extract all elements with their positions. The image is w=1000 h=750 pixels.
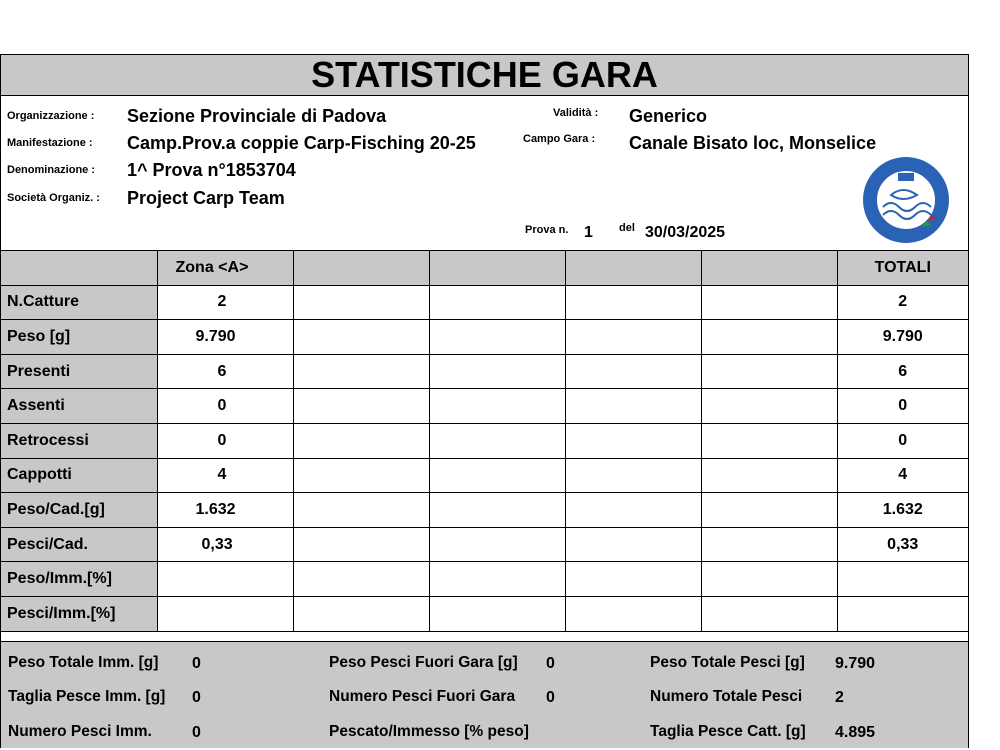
organizzazione-label: Organizzazione : bbox=[7, 110, 95, 122]
numero-fuori-gara-value: 0 bbox=[546, 689, 555, 706]
del-label: del bbox=[619, 222, 635, 234]
table-row bbox=[1, 493, 968, 528]
table-row bbox=[1, 527, 968, 562]
taglia-pesce-imm-value: 0 bbox=[192, 689, 201, 706]
table-row bbox=[1, 389, 968, 424]
table-header-row bbox=[1, 251, 968, 286]
header-cell bbox=[293, 251, 429, 286]
row-label: Cappotti bbox=[1, 458, 157, 493]
row-label: N.Catture bbox=[1, 285, 157, 320]
campo-value: Canale Bisato loc, Monselice bbox=[629, 133, 877, 153]
header-cell bbox=[701, 251, 837, 286]
totali-value: 4 bbox=[837, 458, 968, 493]
totali-value: 2 bbox=[837, 285, 968, 320]
zona-value: 0,33 bbox=[157, 527, 293, 562]
info-section bbox=[1, 96, 968, 252]
table-row bbox=[1, 354, 968, 389]
denominazione-label: Denominazione : bbox=[7, 164, 96, 176]
header-totali: TOTALI bbox=[837, 251, 968, 286]
societa-label: Società Organiz. : bbox=[7, 192, 100, 204]
peso-totale-imm-label: Peso Totale Imm. [g] bbox=[8, 654, 159, 671]
row-label: Peso/Cad.[g] bbox=[1, 493, 157, 528]
organizzazione-value: Sezione Provinciale di Padova bbox=[127, 106, 387, 126]
stats-sheet bbox=[0, 54, 969, 748]
numero-fuori-gara-label: Numero Pesci Fuori Gara bbox=[329, 688, 516, 705]
peso-totale-imm-value: 0 bbox=[192, 655, 201, 672]
denominazione-value: 1^ Prova n°1853704 bbox=[127, 160, 296, 180]
table-row bbox=[1, 596, 968, 631]
header-cell bbox=[429, 251, 565, 286]
table-row bbox=[1, 423, 968, 458]
header-zona-a: Zona <A> bbox=[157, 251, 293, 286]
stats-table bbox=[1, 250, 968, 632]
numero-totale-pesci-label: Numero Totale Pesci bbox=[650, 688, 803, 705]
header-cell bbox=[1, 251, 157, 286]
taglia-pesce-catt-value: 4.895 bbox=[835, 724, 876, 741]
campo-label: Campo Gara : bbox=[523, 133, 596, 145]
page-title: STATISTICHE GARA bbox=[1, 55, 968, 96]
peso-fuori-gara-value: 0 bbox=[546, 655, 555, 672]
zona-value bbox=[157, 596, 293, 631]
validita-value: Generico bbox=[629, 106, 708, 126]
prova-label: Prova n. bbox=[525, 224, 569, 236]
totali-value: 0,33 bbox=[837, 527, 968, 562]
zona-value: 9.790 bbox=[157, 320, 293, 355]
footer-summary bbox=[1, 641, 968, 748]
prova-value: 1 bbox=[584, 224, 593, 241]
peso-totale-pesci-label: Peso Totale Pesci [g] bbox=[650, 654, 805, 671]
row-label: Pesci/Imm.[%] bbox=[1, 596, 157, 631]
row-label: Peso/Imm.[%] bbox=[1, 562, 157, 597]
totali-value: 6 bbox=[837, 354, 968, 389]
zona-value: 1.632 bbox=[157, 493, 293, 528]
totali-value: 0 bbox=[837, 423, 968, 458]
zona-value: 6 bbox=[157, 354, 293, 389]
totali-value: 9.790 bbox=[837, 320, 968, 355]
totali-value bbox=[837, 596, 968, 631]
table-row bbox=[1, 562, 968, 597]
table-row bbox=[1, 285, 968, 320]
numero-totale-pesci-value: 2 bbox=[835, 689, 844, 706]
header-cell bbox=[565, 251, 701, 286]
totali-value bbox=[837, 562, 968, 597]
totali-value: 0 bbox=[837, 389, 968, 424]
zona-value: 0 bbox=[157, 389, 293, 424]
totali-value: 1.632 bbox=[837, 493, 968, 528]
zona-value: 2 bbox=[157, 285, 293, 320]
table-row bbox=[1, 320, 968, 355]
taglia-pesce-imm-label: Taglia Pesce Imm. [g] bbox=[8, 688, 166, 705]
peso-totale-pesci-value: 9.790 bbox=[835, 655, 876, 672]
zona-value: 0 bbox=[157, 423, 293, 458]
row-label: Peso [g] bbox=[1, 320, 157, 355]
zona-value: 4 bbox=[157, 458, 293, 493]
pescato-immesso-label: Pescato/Immesso [% peso] bbox=[329, 723, 529, 740]
numero-pesci-imm-value: 0 bbox=[192, 724, 201, 741]
peso-fuori-gara-label: Peso Pesci Fuori Gara [g] bbox=[329, 654, 518, 671]
validita-label: Validità : bbox=[553, 107, 599, 119]
row-label: Retrocessi bbox=[1, 423, 157, 458]
row-label: Assenti bbox=[1, 389, 157, 424]
zona-value bbox=[157, 562, 293, 597]
numero-pesci-imm-label: Numero Pesci Imm. bbox=[8, 723, 152, 740]
row-label: Presenti bbox=[1, 354, 157, 389]
fipsas-logo-icon bbox=[861, 155, 951, 245]
manifestazione-label: Manifestazione : bbox=[7, 137, 93, 149]
taglia-pesce-catt-label: Taglia Pesce Catt. [g] bbox=[650, 723, 806, 740]
data-value: 30/03/2025 bbox=[645, 224, 726, 241]
societa-value: Project Carp Team bbox=[127, 188, 285, 208]
row-label: Pesci/Cad. bbox=[1, 527, 157, 562]
table-row bbox=[1, 458, 968, 493]
manifestazione-value: Camp.Prov.a coppie Carp-Fisching 20-25 bbox=[127, 133, 476, 153]
